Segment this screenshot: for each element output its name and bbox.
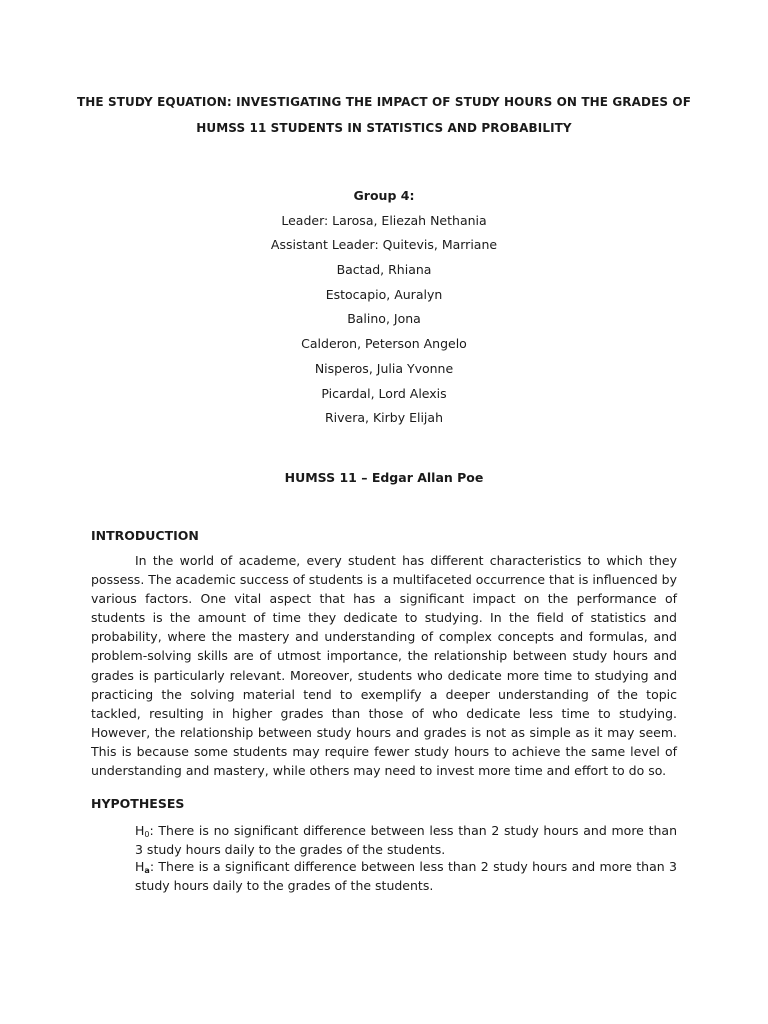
null-hypothesis-subscript: 0 xyxy=(144,830,150,839)
group-member: Nisperos, Julia Yvonne xyxy=(314,360,454,376)
introduction-heading: INTRODUCTION xyxy=(91,528,199,543)
group-member: Balino, Jona xyxy=(347,311,421,327)
alternative-hypothesis-symbol: H xyxy=(135,859,145,874)
null-hypothesis-symbol: H xyxy=(135,823,145,838)
title-line-2: HUMSS 11 STUDENTS IN STATISTICS AND PROBABILITY xyxy=(196,121,572,135)
null-hypothesis xyxy=(135,821,677,859)
paper-title xyxy=(60,89,708,141)
group-member: Estocapio, Auralyn xyxy=(325,286,443,302)
group-member: Calderon, Peterson Angelo xyxy=(301,336,467,352)
group-member: Rivera, Kirby Elijah xyxy=(324,410,443,426)
alternative-hypothesis-subscript: a xyxy=(144,866,150,875)
group-member: Leader: Larosa, Eliezah Nethania xyxy=(281,212,487,228)
title-line-1: THE STUDY EQUATION: INVESTIGATING THE IMPACT OF STUDY HOURS ON THE GRADES OF xyxy=(76,95,692,109)
group-member: Bactad, Rhiana xyxy=(336,262,432,278)
null-hypothesis-text: : There is no significant difference between less than 2 study hours and more than 3 study hours daily to the grades of the students. xyxy=(135,823,677,857)
group-heading: Group 4: xyxy=(353,188,415,203)
class-section: HUMSS 11 – Edgar Allan Poe xyxy=(284,470,484,485)
alternative-hypothesis-text: : There is a significant difference between less than 2 study hours and more than 3 study hours daily to the grades of the students. xyxy=(135,859,677,893)
alternative-hypothesis xyxy=(135,857,677,895)
hypotheses-heading: HYPOTHESES xyxy=(91,796,185,811)
group-member: Assistant Leader: Quitevis, Marriane xyxy=(270,237,498,253)
introduction-paragraph xyxy=(91,551,677,780)
group-member: Picardal, Lord Alexis xyxy=(321,385,447,401)
introduction-text: In the world of academe, every student has different characteristics to which they possess. The academic success of students is a multifaceted occurrence that is influenced by various factors. One vital aspect that has a significant impact on the performance of students is the amount of time they dedicate to studying. In the field of statistics and probability, where the mastery and understanding of complex concepts and formulas, and problem-solving skills are of utmost importance, the relationship between study hours and grades is particularly relevant. Moreover, students who dedicate more time to studying and practicing the solving material tend to exemplify a deeper understanding of the topic tackled, resulting in higher grades than those of who dedicate less time to studying. However, the relationship between study hours and grades is not as simple as it may seem. This is because some students may require fewer study hours to achieve the same level of understanding and mastery, while others may need to invest more time and effort to do so. xyxy=(91,553,677,779)
group-members-block xyxy=(0,184,768,431)
